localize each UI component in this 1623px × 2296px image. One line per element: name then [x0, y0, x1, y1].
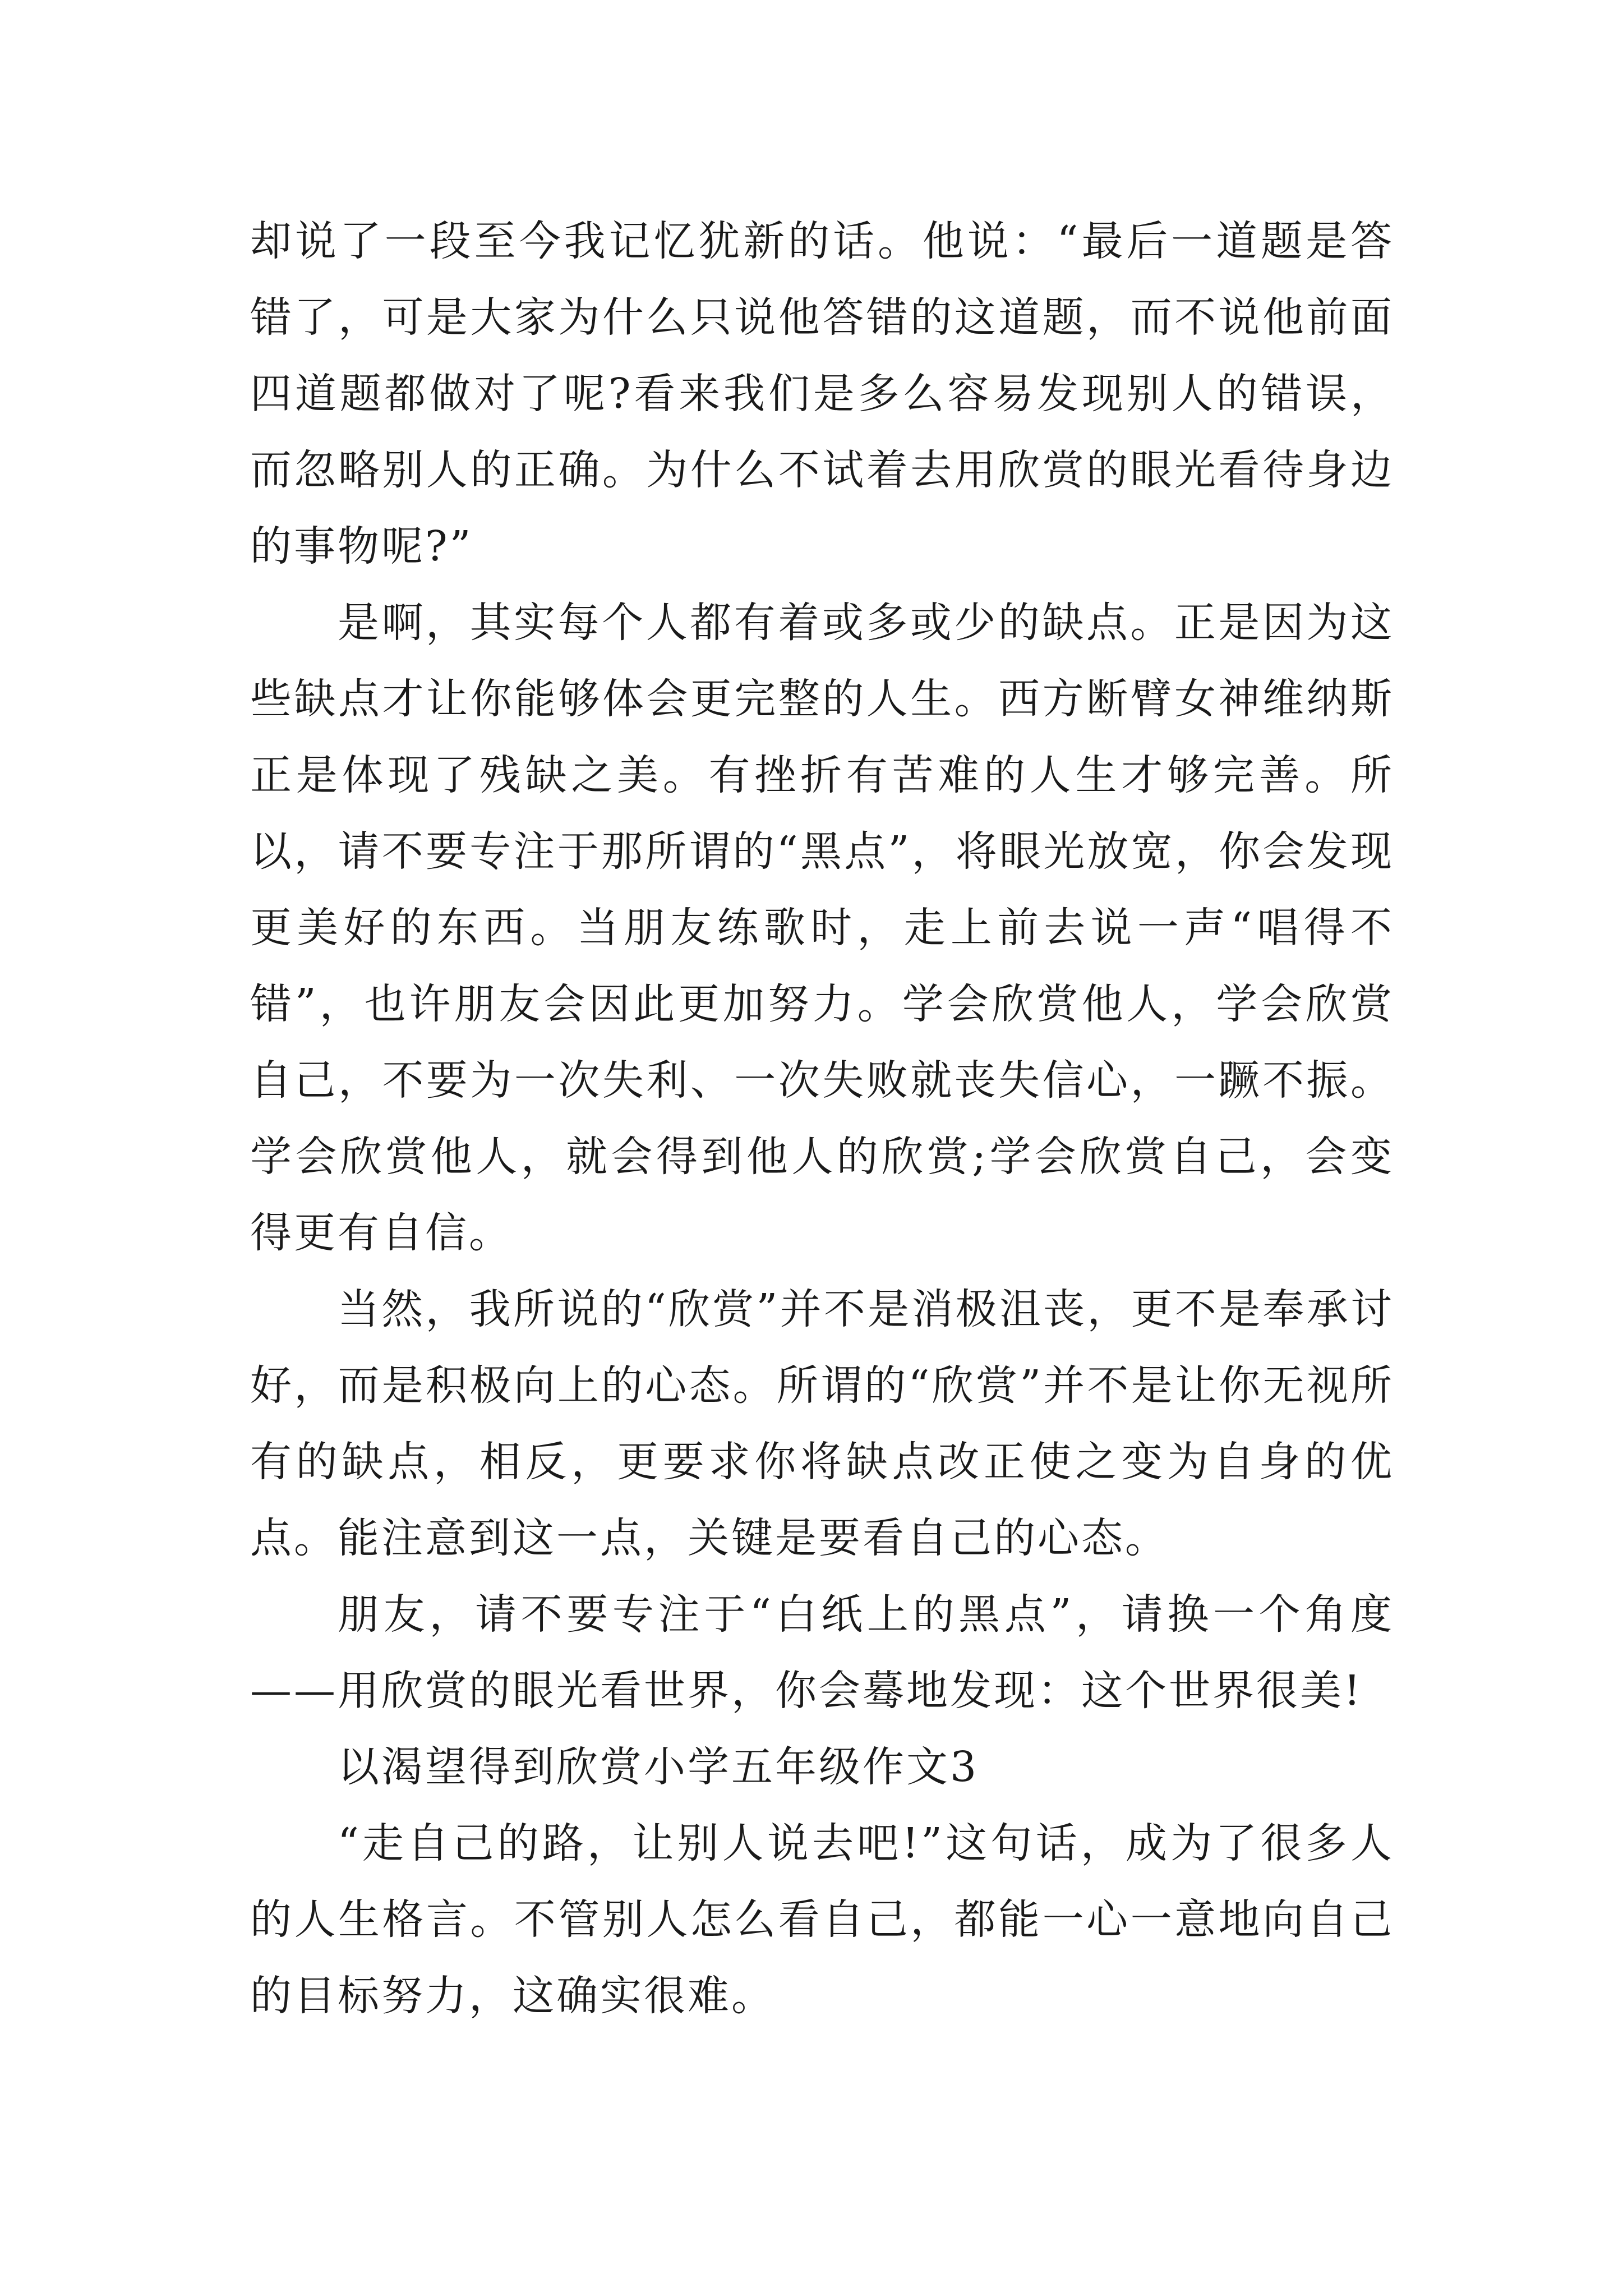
paragraph-4: 朋友，请不要专注于“白纸上的黑点”，请换一个角度——用欣赏的眼光看世界，你会蓦地发现：这个世界很美!: [250, 1590, 1394, 1715]
document-body: [250, 203, 1394, 2034]
paragraph-2: 是啊，其实每个人都有着或多或少的缺点。正是因为这些缺点才让你能够体会更完整的人生。西方断臂女神维纳斯正是体现了残缺之美。有挫折有苦难的人生才够完善。所以，请不要专注于那所谓的“黑点”，将眼光放宽，你会发现更美好的东西。当朋友练歌时，走上前去说一声“唱得不错”，也许朋友会因此更加努力。学会欣赏他人，学会欣赏自己，不要为一次失利、一次失败就丧失信心，一蹶不振。学会欣赏他人，就会得到他人的欣赏;学会欣赏自己，会变得更有自信。: [250, 599, 1394, 1257]
section-heading: 以渴望得到欣赏小学五年级作文3: [338, 1743, 979, 1791]
paragraph-1: 却说了一段至今我记忆犹新的话。他说：“最后一道题是答错了，可是大家为什么只说他答错的这道题，而不说他前面四道题都做对了呢?看来我们是多么容易发现别人的错误，而忽略别人的正确。为什么不试着去用欣赏的眼光看待身边的事物呢?”: [250, 217, 1394, 570]
paragraph-6: “走自己的路，让别人说去吧!”这句话，成为了很多人的人生格言。不管别人怎么看自己，都能一心一意地向自己的目标努力，这确实很难。: [250, 1819, 1394, 2020]
paragraph-3: 当然，我所说的“欣赏”并不是消极沮丧，更不是奉承讨好，而是积极向上的心态。所谓的“欣赏”并不是让你无视所有的缺点，相反，更要求你将缺点改正使之变为自身的优点。能注意到这一点，关键是要看自己的心态。: [250, 1285, 1394, 1562]
